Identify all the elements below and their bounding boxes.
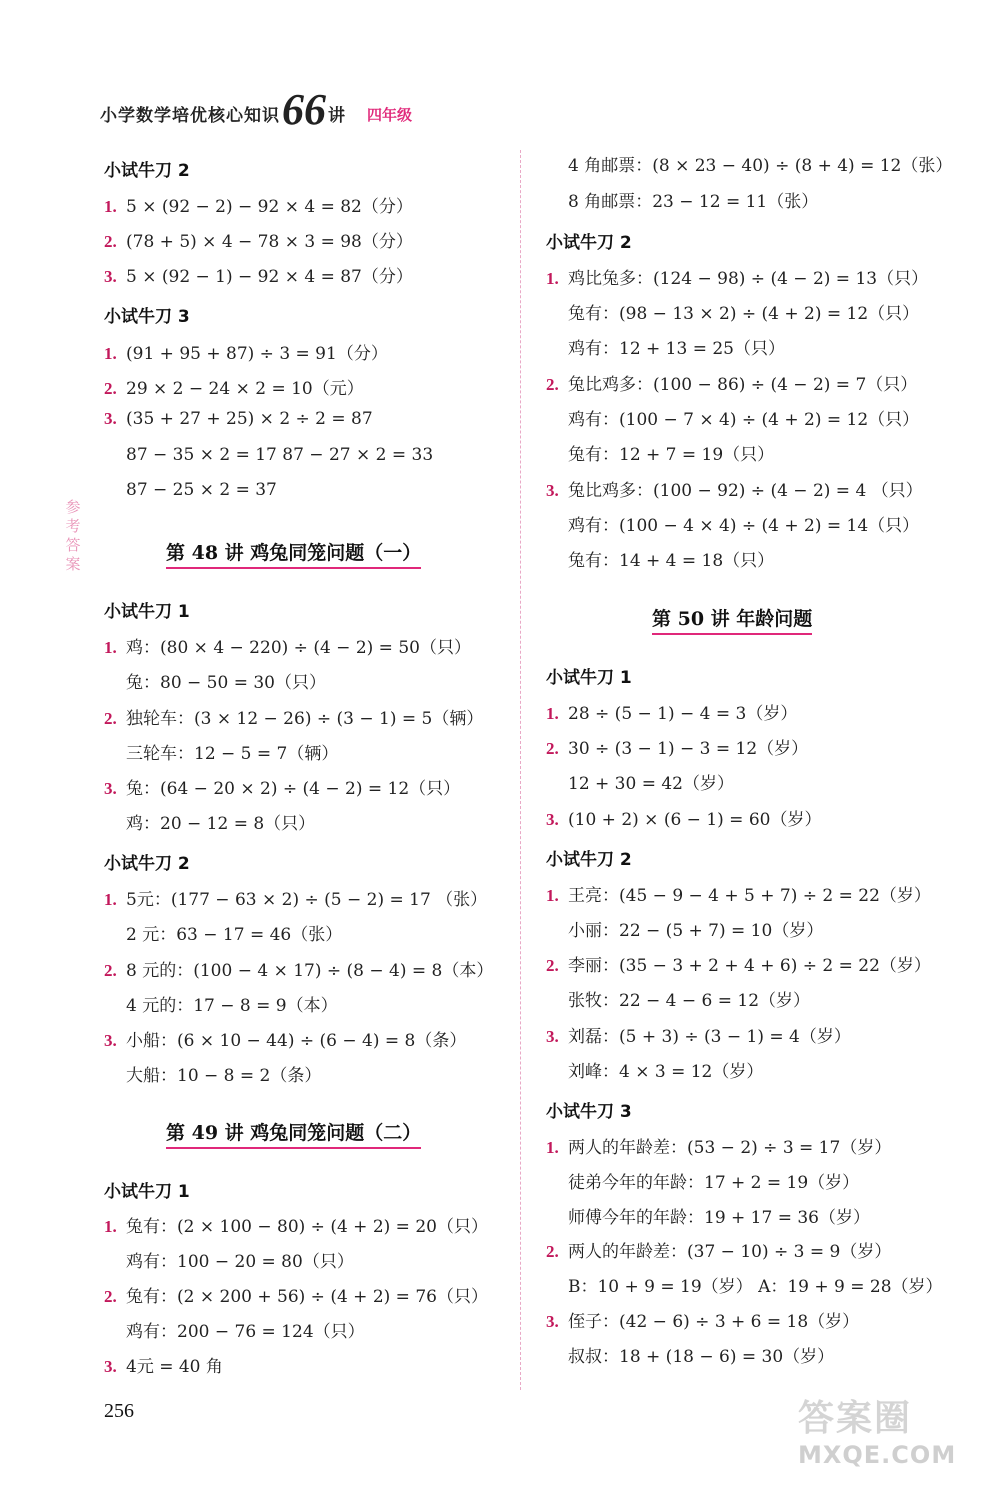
watermark-logo	[798, 1390, 978, 1476]
answer-line	[104, 1352, 223, 1377]
answer-line	[104, 227, 413, 252]
section-heading: 小试牛刀 2	[104, 854, 190, 874]
answer-line	[546, 881, 931, 906]
item-number: 1.	[546, 1138, 559, 1157]
answer-text: (10 + 2) × (6 − 1) = 60（岁）	[568, 810, 822, 830]
item-number: 3.	[104, 1031, 117, 1050]
lecture-title-text: 第 48 讲 鸡兔同笼问题（一）	[166, 542, 422, 564]
answer-text: 侄子：(42 − 6) ÷ 3 + 6 = 18（岁）	[568, 1312, 860, 1332]
answer-line	[546, 951, 931, 976]
item-number: 1.	[104, 197, 117, 216]
side-tab: 参考答案	[65, 498, 81, 573]
answer-line: 鸡有：200 − 76 = 124（只）	[126, 1322, 365, 1342]
answer-text: 小船：(6 × 10 − 44) ÷ (6 − 4) = 8（条）	[126, 1031, 467, 1051]
answer-line	[104, 374, 364, 399]
answer-line: 兔：80 − 50 = 30（只）	[126, 673, 326, 693]
item-number: 2.	[104, 961, 117, 980]
watermark-top: 答案圈	[798, 1398, 913, 1439]
answer-text: 5元：(177 − 63 × 2) ÷ (5 − 2) = 17 （张）	[126, 890, 488, 910]
item-number: 2.	[104, 379, 117, 398]
book-title-suffix: 讲	[328, 106, 345, 126]
item-number: 1.	[104, 1217, 117, 1236]
answer-text: 兔有：(2 × 200 + 56) ÷ (4 + 2) = 76（只）	[126, 1287, 488, 1307]
answer-line: 4 元的：17 − 8 = 9（本）	[126, 996, 338, 1016]
answer-text: 30 ÷ (3 − 1) − 3 = 12（岁）	[568, 739, 809, 759]
answer-line	[546, 370, 917, 395]
answer-text: 4元 = 40 角	[126, 1357, 223, 1377]
answer-line	[546, 1022, 851, 1047]
answer-text: 5 × (92 − 2) − 92 × 4 = 82（分）	[126, 197, 413, 217]
item-number: 2.	[546, 739, 559, 758]
answer-line	[104, 409, 373, 429]
lecture-underline	[166, 567, 421, 569]
answer-text: 28 ÷ (5 − 1) − 4 = 3（岁）	[568, 704, 798, 724]
answer-line: 刘峰：4 × 3 = 12（岁）	[568, 1062, 764, 1082]
answer-line	[546, 264, 928, 289]
item-number: 1.	[546, 704, 559, 723]
answer-line	[104, 704, 483, 729]
answer-line	[546, 476, 923, 501]
answer-text: 鸡：(80 × 4 − 220) ÷ (4 − 2) = 50（只）	[126, 638, 471, 658]
answer-line	[104, 956, 493, 981]
answer-line: 兔有：14 + 4 = 18（只）	[568, 551, 775, 571]
answer-line: B：10 + 9 = 19（岁） A：19 + 9 = 28（岁）	[568, 1277, 943, 1297]
answer-line	[546, 1237, 891, 1262]
answer-line	[104, 339, 388, 364]
section-heading: 小试牛刀 2	[104, 161, 190, 181]
answer-text: 王亮：(45 − 9 − 4 + 5 + 7) ÷ 2 = 22（岁）	[568, 886, 931, 906]
answer-line: 87 − 35 × 2 = 17 87 − 27 × 2 = 33	[126, 445, 434, 465]
answer-line: 师傅今年的年龄：19 + 17 = 36（岁）	[568, 1208, 870, 1228]
answer-line: 12 + 30 = 42（岁）	[568, 774, 734, 794]
answer-line	[104, 1212, 488, 1237]
section-heading: 小试牛刀 2	[546, 233, 632, 253]
answer-line	[104, 192, 413, 217]
answer-line	[104, 262, 413, 287]
answer-text: 兔有：(2 × 100 − 80) ÷ (4 + 2) = 20（只）	[126, 1217, 488, 1237]
item-number: 2.	[546, 375, 559, 394]
answer-text: 8 元的：(100 − 4 × 17) ÷ (8 − 4) = 8（本）	[126, 961, 494, 981]
answer-text: (91 + 95 + 87) ÷ 3 = 91（分）	[126, 344, 388, 364]
answer-line: 小丽：22 − (5 + 7) = 10（岁）	[568, 921, 824, 941]
answer-line: 兔有：(98 − 13 × 2) ÷ (4 + 2) = 12（只）	[568, 304, 920, 324]
lecture-title	[166, 538, 421, 569]
lecture-title	[652, 604, 812, 635]
item-number: 3.	[546, 1312, 559, 1331]
item-number: 3.	[104, 267, 117, 286]
answer-line	[546, 1133, 891, 1158]
answer-line: 鸡：20 − 12 = 8（只）	[126, 814, 316, 834]
answer-line	[546, 699, 797, 724]
answer-text: 兔比鸡多：(100 − 92) ÷ (4 − 2) = 4 （只）	[568, 481, 923, 501]
book-title: 小学数学培优核心知识	[100, 106, 280, 126]
item-number: 3.	[104, 1357, 117, 1376]
column-divider	[520, 150, 521, 1390]
answer-line: 三轮车：12 − 5 = 7（辆）	[126, 744, 339, 764]
item-number: 3.	[546, 1027, 559, 1046]
grade-label: 四年级	[367, 106, 413, 124]
item-number: 2.	[104, 1287, 117, 1306]
answer-line: 大船：10 − 8 = 2（条）	[126, 1066, 322, 1086]
answer-text: 刘磊：(5 + 3) ÷ (3 − 1) = 4（岁）	[568, 1027, 851, 1047]
page-header	[100, 82, 412, 132]
item-number: 2.	[546, 956, 559, 975]
answer-line: 87 − 25 × 2 = 37	[126, 480, 277, 500]
answer-line: 鸡有：100 − 20 = 80（只）	[126, 1252, 354, 1272]
answer-line	[104, 633, 471, 658]
item-number: 1.	[546, 269, 559, 288]
section-heading: 小试牛刀 1	[104, 1182, 190, 1202]
section-heading: 小试牛刀 1	[104, 602, 190, 622]
answer-text: 李丽：(35 − 3 + 2 + 4 + 6) ÷ 2 = 22（岁）	[568, 956, 931, 976]
answer-text: 独轮车：(3 × 12 − 26) ÷ (3 − 1) = 5（辆）	[126, 709, 484, 729]
answer-line: 兔有：12 + 7 = 19（只）	[568, 445, 775, 465]
lecture-title-text: 第 49 讲 鸡兔同笼问题（二）	[166, 1122, 422, 1144]
watermark-bottom: MXQE.COM	[798, 1441, 957, 1469]
answer-line: 8 角邮票：23 − 12 = 11（张）	[568, 192, 819, 212]
answer-line	[546, 1307, 859, 1332]
answer-line: 叔叔：18 + (18 − 6) = 30（岁）	[568, 1347, 835, 1367]
item-number: 3.	[546, 810, 559, 829]
item-number: 3.	[546, 481, 559, 500]
section-heading: 小试牛刀 3	[104, 307, 190, 327]
lecture-underline	[166, 1147, 421, 1149]
answer-line: 2 元：63 − 17 = 46（张）	[126, 925, 343, 945]
section-heading: 小试牛刀 2	[546, 850, 632, 870]
answer-line: 张牧：22 − 4 − 6 = 12（岁）	[568, 991, 811, 1011]
answer-line: 4 角邮票：(8 × 23 − 40) ÷ (8 + 4) = 12（张）	[568, 156, 953, 176]
lecture-underline	[652, 633, 812, 635]
item-number: 1.	[104, 890, 117, 909]
answer-line	[104, 885, 487, 910]
item-number: 3.	[104, 409, 117, 428]
answer-text: 29 × 2 − 24 × 2 = 10（元）	[126, 379, 364, 399]
answer-text: 兔：(64 − 20 × 2) ÷ (4 − 2) = 12（只）	[126, 779, 461, 799]
answer-text: 两人的年龄差：(37 − 10) ÷ 3 = 9（岁）	[568, 1242, 892, 1262]
answer-line	[104, 774, 460, 799]
section-heading: 小试牛刀 1	[546, 668, 632, 688]
answer-line	[546, 805, 821, 830]
answer-line	[546, 734, 808, 759]
answer-line: 鸡有：(100 − 4 × 4) ÷ (4 + 2) = 14（只）	[568, 516, 920, 536]
answer-line: 鸡有：(100 − 7 × 4) ÷ (4 + 2) = 12（只）	[568, 410, 920, 430]
answer-text: 鸡比兔多：(124 − 98) ÷ (4 − 2) = 13（只）	[568, 269, 929, 289]
answer-text: 兔比鸡多：(100 − 86) ÷ (4 − 2) = 7（只）	[568, 375, 918, 395]
answer-line: 徒弟今年的年龄：17 + 2 = 19（岁）	[568, 1173, 860, 1193]
answer-line: 鸡有：12 + 13 = 25（只）	[568, 339, 785, 359]
answer-text: 5 × (92 − 1) − 92 × 4 = 87（分）	[126, 267, 413, 287]
item-number: 1.	[104, 344, 117, 363]
item-number: 1.	[104, 638, 117, 657]
answer-line	[104, 1026, 466, 1051]
book-title-number: 66	[282, 85, 326, 134]
item-number: 1.	[546, 886, 559, 905]
section-heading: 小试牛刀 3	[546, 1102, 632, 1122]
item-number: 2.	[546, 1242, 559, 1261]
item-number: 2.	[104, 709, 117, 728]
lecture-title	[166, 1118, 421, 1149]
answer-text: (35 + 27 + 25) × 2 ÷ 2 = 87	[126, 409, 373, 429]
answer-text: (78 + 5) × 4 − 78 × 3 = 98（分）	[126, 232, 413, 252]
lecture-title-text: 第 50 讲 年龄问题	[652, 608, 813, 630]
page-number: 256	[104, 1400, 134, 1422]
item-number: 3.	[104, 779, 117, 798]
answer-line	[104, 1282, 488, 1307]
answer-text: 两人的年龄差：(53 − 2) ÷ 3 = 17（岁）	[568, 1138, 892, 1158]
item-number: 2.	[104, 232, 117, 251]
